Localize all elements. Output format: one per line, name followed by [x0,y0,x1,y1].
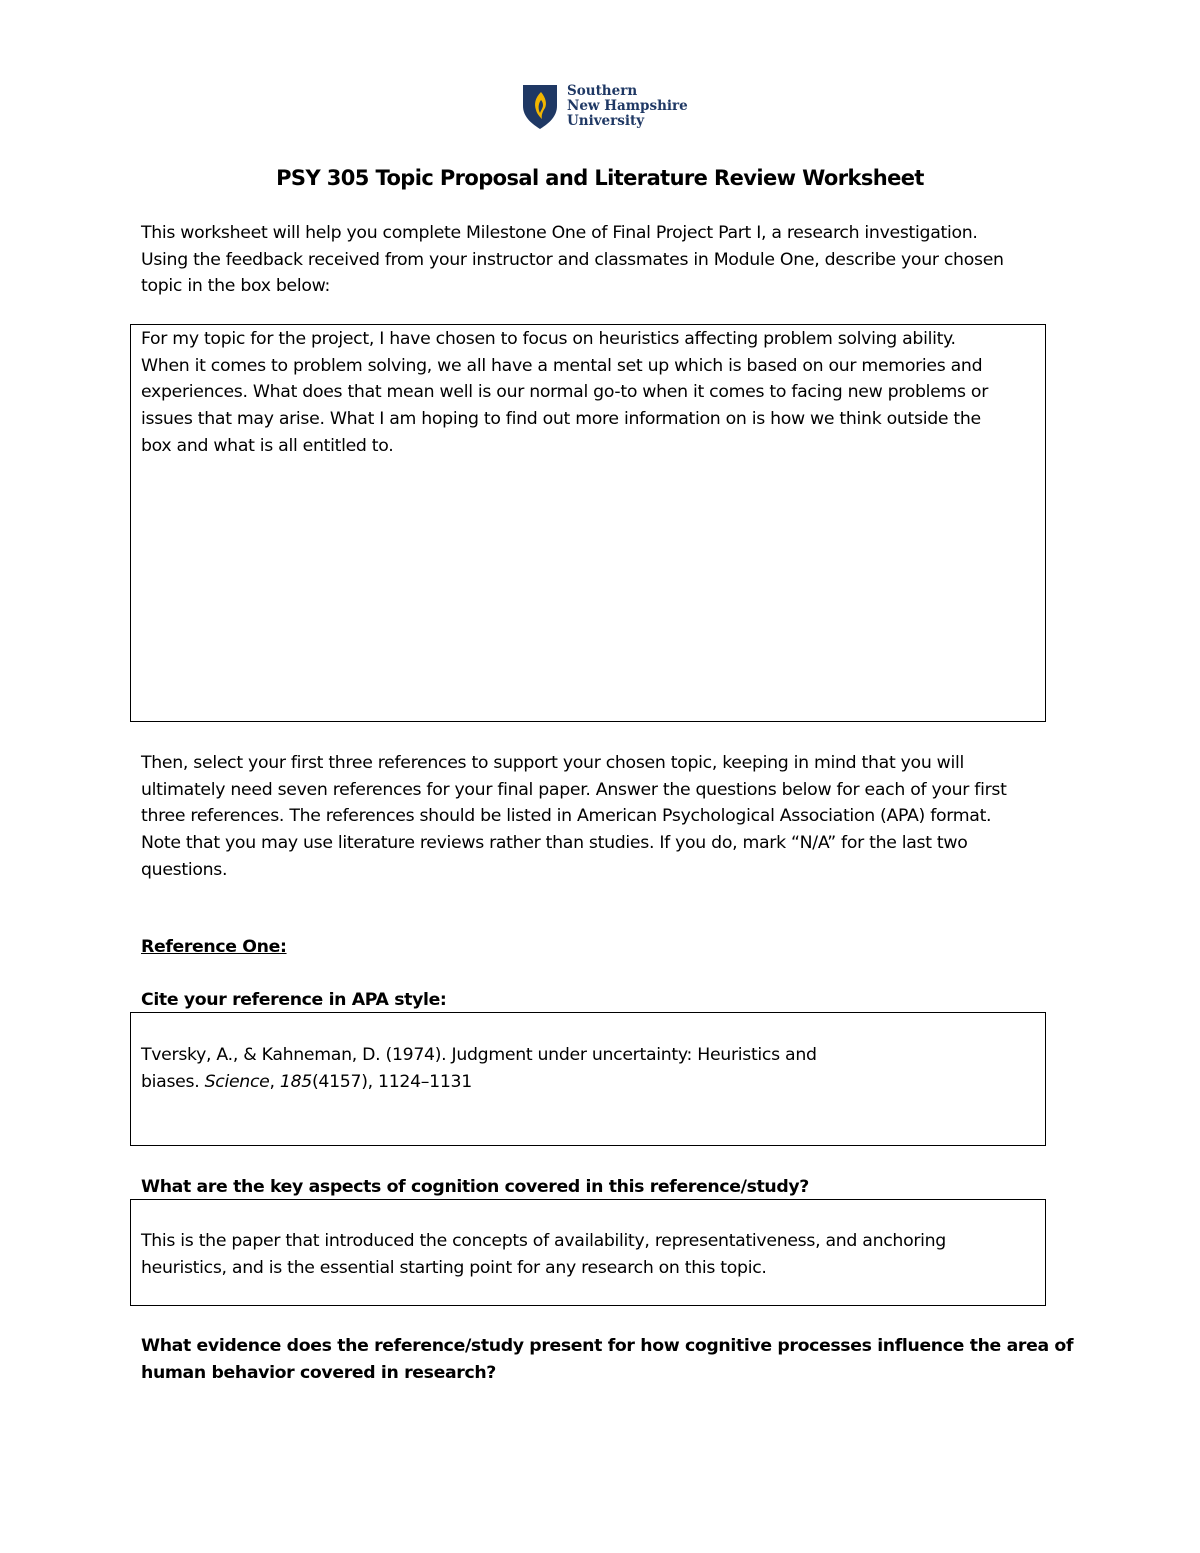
citation-issue-pages: (4157), 1124–1131 [311,1071,472,1092]
shield-flame-icon [522,84,558,130]
cite-label: Cite your reference in APA style: [141,990,447,1010]
q1-answer-line-1: This is the paper that introduced the concepts of availability, representativeness, and anchoring [141,1231,946,1251]
topic-answer-box[interactable] [130,324,1046,722]
question-1-answer-box[interactable] [130,1199,1046,1306]
citation-line-1: Tversky, A., & Kahneman, D. (1974). Judgment under uncertainty: Heuristics and [141,1045,817,1065]
logo-wordmark [567,84,688,129]
topic-line-2: When it comes to problem solving, we all have a mental set up which is based on our memories and [141,355,983,376]
instructions-line-4: Note that you may use literature reviews rather than studies. If you do, mark “N/A” for the last two [141,833,968,854]
topic-line-5: box and what is all entitled to. [141,435,394,456]
question-1-label: What are the key aspects of cognition covered in this reference/study? [141,1177,809,1197]
q2-label-line-2: human behavior covered in research? [141,1362,496,1383]
instructions-line-2: ultimately need seven references for your final paper. Answer the questions below for each of your first [141,779,1007,800]
question-1-answer-text [141,1228,946,1281]
citation-answer-box[interactable] [130,1012,1046,1146]
topic-line-4: issues that may arise. What I am hoping to find out more information on is how we think outside the [141,409,981,430]
instructions-line-3: three references. The references should be listed in American Psychological Association (APA) format. [141,806,992,827]
instructions-paragraph [141,750,1061,884]
intro-paragraph [141,220,1061,300]
document-title: PSY 305 Topic Proposal and Literature Review Worksheet [276,166,924,190]
instructions-line-1: Then, select your first three references to support your chosen topic, keeping in mind that you will [141,753,965,773]
question-2-label [141,1333,1073,1386]
topic-line-1: For my topic for the project, I have chosen to focus on heuristics affecting problem solving ability. [141,329,956,349]
q1-answer-line-2: heuristics, and is the essential starting point for any research on this topic. [141,1257,767,1278]
q2-label-line-1: What evidence does the reference/study present for how cognitive processes influence the area of [141,1336,1074,1356]
citation-comma: , [269,1071,280,1092]
intro-line-3: topic in the box below: [141,276,331,297]
instructions-line-5: questions. [141,859,228,880]
citation-line-2 [141,1069,817,1096]
topic-line-3: experiences. What does that mean well is our normal go-to when it comes to facing new problems or [141,382,988,403]
reference-one-heading: Reference One: [141,937,287,957]
university-logo [522,84,688,130]
logo-line-3: University [567,113,645,129]
citation-biases: biases. [141,1071,205,1092]
citation-journal: Science [204,1071,270,1092]
logo-line-1: Southern [567,83,638,99]
citation-volume: 185 [279,1071,312,1092]
citation-text [141,1042,817,1095]
topic-answer-text [141,326,988,460]
logo-line-2: New Hampshire [567,98,688,114]
intro-line-1: This worksheet will help you complete Milestone One of Final Project Part I, a research investigation. [141,223,978,243]
intro-line-2: Using the feedback received from your instructor and classmates in Module One, describe your chosen [141,249,1004,270]
